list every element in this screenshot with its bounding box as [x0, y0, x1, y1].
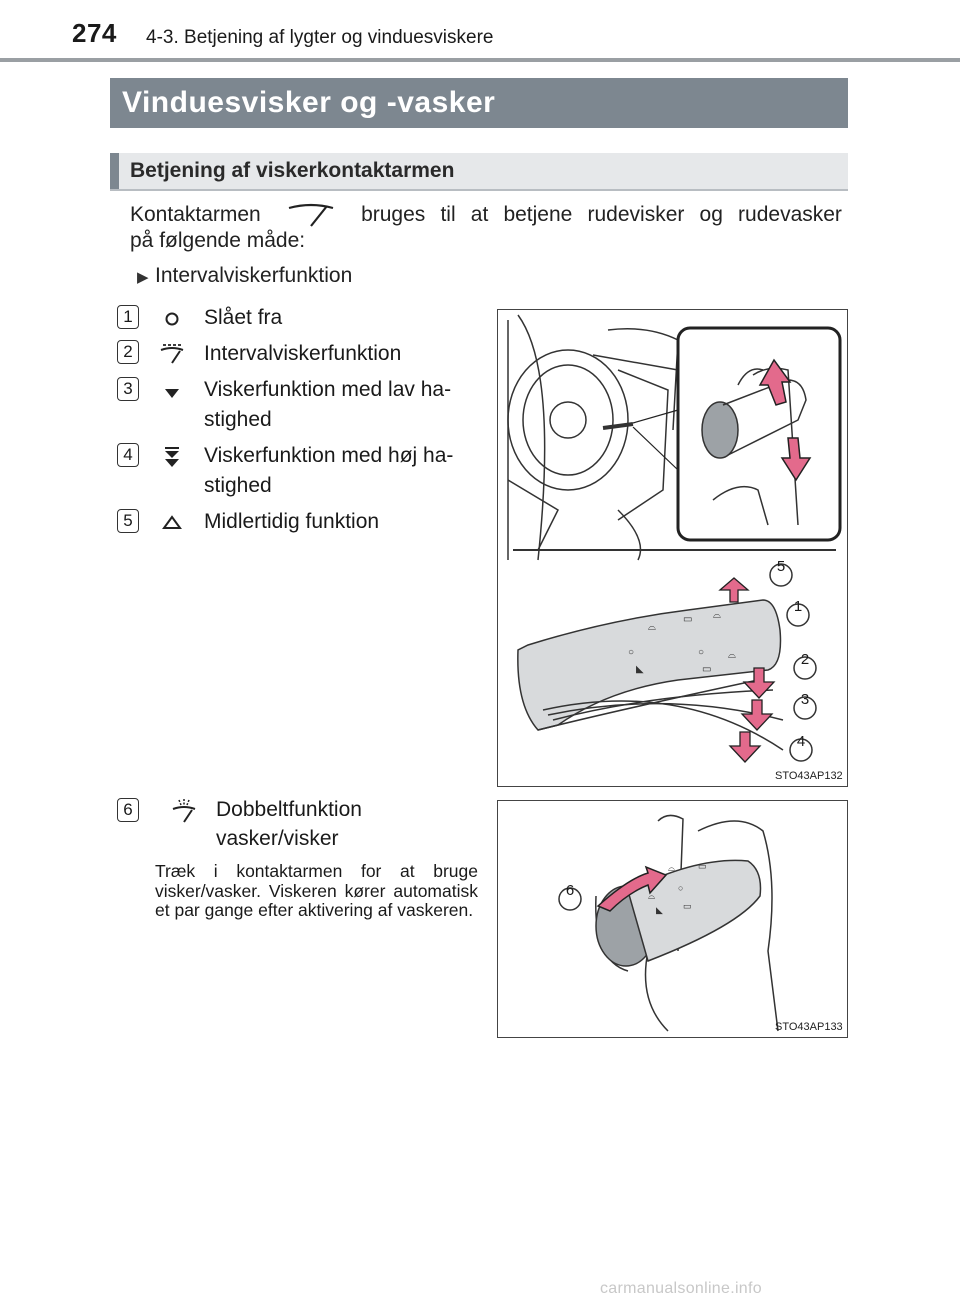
svg-text:▭: ▭: [698, 861, 707, 871]
wiper-lever-illustration: [498, 310, 846, 785]
item-number-badge: 6: [117, 798, 139, 822]
intro-word: Kontaktarmen: [130, 203, 261, 226]
bullet-arrow-icon: ▶: [137, 269, 149, 286]
intro-word: og: [699, 203, 723, 226]
header-rule: [0, 58, 960, 62]
svg-text:○: ○: [628, 647, 635, 658]
item-number-badge: 1: [117, 305, 139, 329]
subsection-accent-bar: [110, 153, 119, 189]
running-head: 4-3. Betjening af lygter og vinduesviskere: [146, 27, 494, 48]
item-label: Viskerfunktion med lav ha-: [204, 378, 452, 401]
item-6-caption: Træk i kontaktarmen for at bruge visker/vasker. Viskeren kører automatisk et par gange efter aktivering af vaskeren.: [155, 861, 478, 920]
double-chevron-down-icon: [158, 445, 186, 469]
intermittent-wiper-icon: [158, 342, 186, 366]
windshield-wiper-icon: [276, 200, 346, 230]
washer-lever-figure: [497, 800, 848, 1038]
item-number-badge: 3: [117, 377, 139, 401]
figure-code: STO43AP132: [775, 770, 843, 782]
callout-number: 5: [776, 558, 786, 575]
intro-word: betjene: [503, 203, 573, 226]
washer-wiper-icon: [170, 797, 198, 821]
intro-word: rudevasker: [738, 203, 842, 226]
svg-text:○: ○: [698, 647, 705, 658]
section-title: Vinduesvisker og -vasker: [122, 86, 496, 119]
figure-code: STO43AP133: [775, 1021, 843, 1033]
item-number-badge: 2: [117, 340, 139, 364]
mist-chevron-up-icon: [158, 511, 186, 535]
svg-text:⌓: ⌓: [648, 891, 656, 901]
svg-text:▭: ▭: [683, 901, 692, 911]
bullet-heading: Intervalviskerfunktion: [155, 264, 353, 287]
svg-text:⌓: ⌓: [648, 622, 656, 633]
intro-line-2: på følgende måde:: [130, 229, 306, 252]
callout-number: 4: [796, 733, 806, 750]
page-number: 274: [72, 18, 117, 48]
callout-number: 6: [565, 882, 575, 899]
subsection-banner: [110, 153, 848, 191]
off-circle-icon: [158, 307, 186, 331]
svg-text:◣: ◣: [636, 664, 644, 675]
svg-text:◣: ◣: [656, 905, 663, 915]
watermark: carmanualsonline.info: [600, 1280, 762, 1297]
item-label: stighed: [204, 474, 272, 497]
item-label: Midlertidig funktion: [204, 510, 380, 533]
item-number-badge: 4: [117, 443, 139, 467]
callout-number: 2: [800, 651, 810, 668]
intro-word: til: [440, 203, 456, 226]
svg-text:⌓: ⌓: [713, 610, 721, 621]
svg-text:⌓: ⌓: [668, 863, 676, 873]
section-title-banner: [110, 78, 848, 128]
item-label: Slået fra: [204, 306, 283, 329]
subsection-title: Betjening af viskerkontaktarmen: [130, 159, 455, 182]
svg-text:⌓: ⌓: [728, 650, 736, 661]
item-label: vasker/visker: [216, 827, 339, 850]
washer-lever-illustration: [498, 801, 846, 1036]
item-label: stighed: [204, 408, 272, 431]
wiper-lever-figure: [497, 309, 848, 787]
svg-text:▭: ▭: [683, 614, 693, 625]
intro-word: at: [470, 203, 489, 226]
item-label: Dobbeltfunktion: [216, 798, 362, 821]
intro-word: bruges: [361, 203, 426, 226]
svg-text:○: ○: [678, 883, 684, 893]
item-number-badge: 5: [117, 509, 139, 533]
intro-line-1: [130, 200, 842, 230]
callout-number: 3: [800, 691, 810, 708]
intro-word: rudevisker: [587, 203, 685, 226]
callout-number: 1: [793, 598, 803, 615]
single-chevron-down-icon: [158, 381, 186, 405]
item-label: Intervalviskerfunktion: [204, 342, 402, 365]
item-label: Viskerfunktion med høj ha-: [204, 444, 454, 467]
svg-text:▭: ▭: [702, 664, 712, 675]
